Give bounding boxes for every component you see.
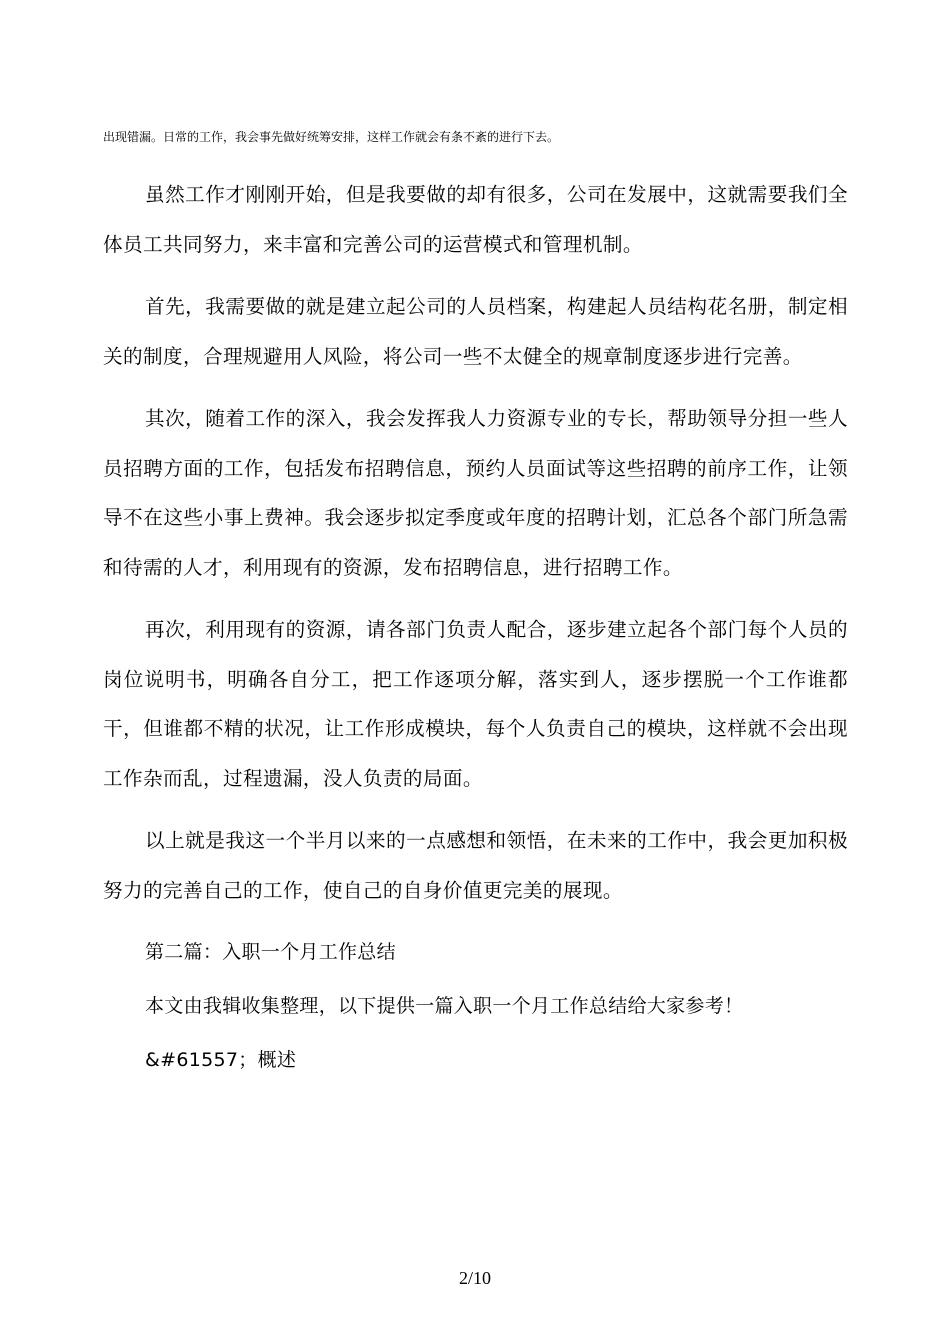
section-title: 第二篇：入职一个月工作总结 — [145, 941, 396, 963]
paragraph-3: 其次，随着工作的深入，我会发挥我人力资源专业的专长，帮助领导分担一些人员招聘方面的工作，包括发布招聘信息，预约人员面试等这些招聘的前序工作，让领导不在这些小事上费神。我会逐步拟定季度或年度的招聘计划，汇总各个部门所急需和待需的人才，利用现有的资源，发布招聘信息，进行招聘工作。 — [103, 407, 848, 579]
paragraph-1: 虽然工作才刚刚开始，但是我要做的却有很多，公司在发展中，这就需要我们全体员工共同努力，来丰富和完善公司的运营模式和管理机制。 — [103, 183, 848, 256]
intro-line: 本文由我辑收集整理，以下提供一篇入职一个月工作总结给大家参考！ — [145, 995, 744, 1017]
paragraph-4: 再次，利用现有的资源，请各部门负责人配合，逐步建立起各个部门每个人员的岗位说明书，明确各自分工，把工作逐项分解，落实到人，逐步摆脱一个工作谁都干，但谁都不精的状况，让工作形成模块，每个人负责自己的模块，这样就不会出现工作杂而乱，过程遗漏，没人负责的局面。 — [103, 618, 848, 790]
paragraph-2: 首先，我需要做的就是建立起公司的人员档案，构建起人员结构花名册，制定相关的制度，合理规避用人风险，将公司一些不太健全的规章制度逐步进行完善。 — [103, 295, 848, 368]
paragraph-5: 以上就是我这一个半月以来的一点感想和领悟，在未来的工作中，我会更加积极努力的完善自己的工作，使自己的自身价值更完美的展现。 — [103, 829, 848, 902]
continuation-line: 出现错漏。日常的工作，我会事先做好统筹安排，这样工作就会有条不紊的进行下去。 — [103, 130, 560, 144]
overview-line: &#61557；概述 — [145, 1049, 297, 1071]
page-number: 2/10 — [458, 1268, 491, 1288]
document-body — [103, 170, 848, 1090]
